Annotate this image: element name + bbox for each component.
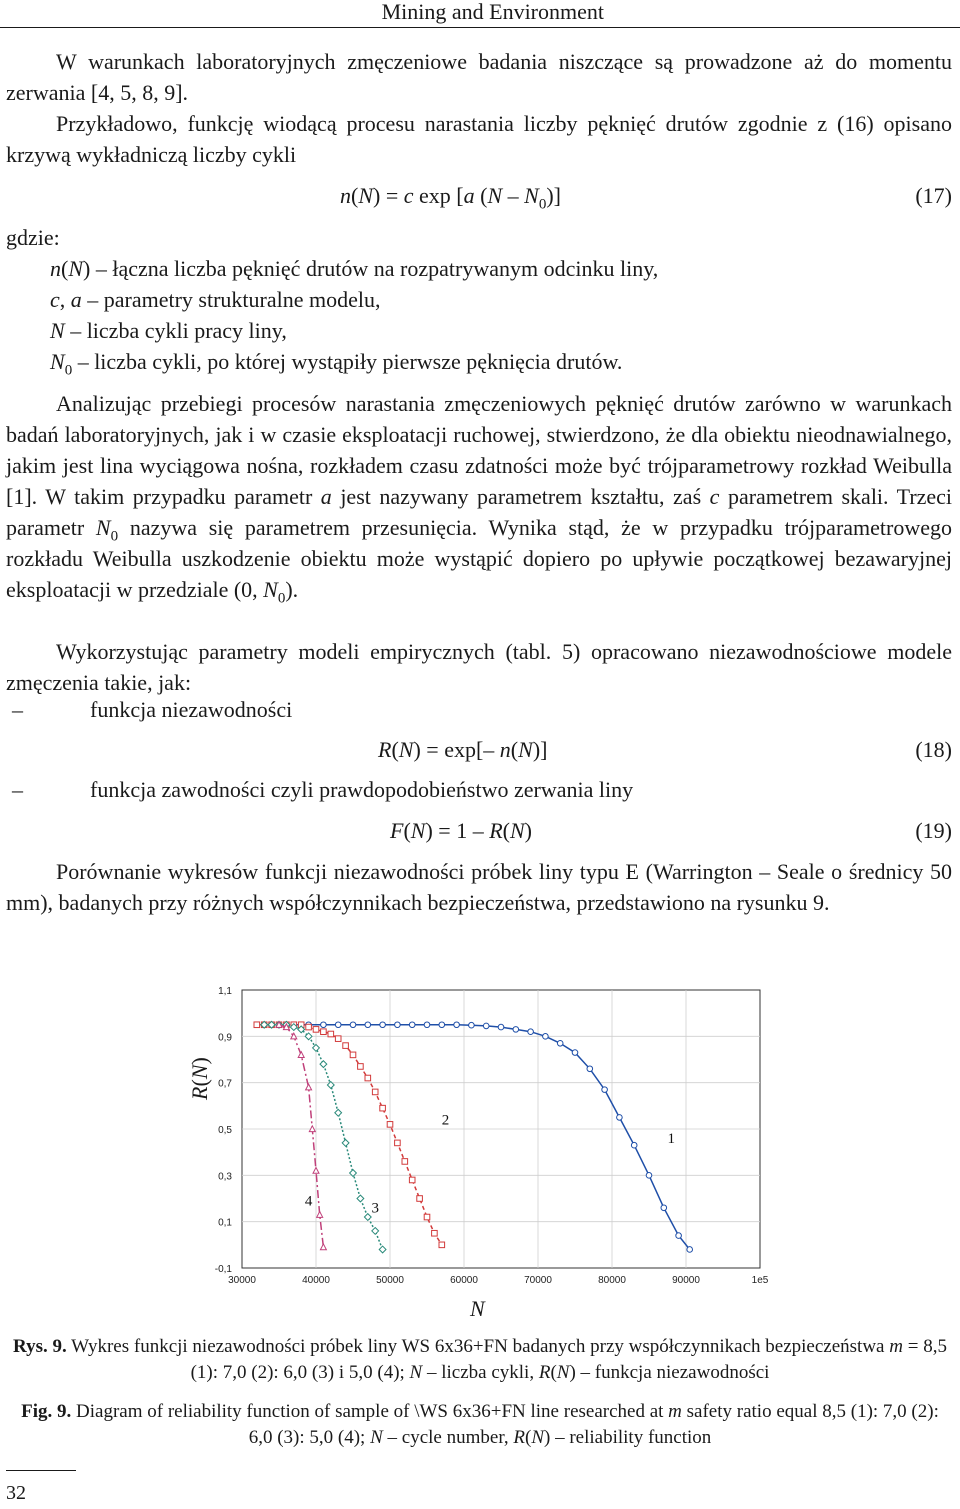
footer-rule — [6, 1470, 76, 1471]
series-1-point — [646, 1173, 652, 1179]
series-2-point — [321, 1029, 327, 1035]
paragraph-2: Przykładowo, funkcję wiodącą procesu narastania liczby pęknięć drutów zgodnie z (16) opisano krzywą wykładniczą liczby cykli — [6, 111, 952, 167]
definition-c-a: c, a – parametry strukturalne modelu, — [50, 287, 381, 312]
x-tick-label: 70000 — [524, 1275, 552, 1286]
series-1-point — [498, 1024, 504, 1030]
caption-english: Fig. 9. Diagram of reliability function of sample of \WS 6x36+FN line researched at m safety ratio equal 8,5 (1): 7,0 (2): 6,0 (3): 5,0 (4); N – cycle number, R(N) – reliability function — [21, 1401, 939, 1448]
series-2-point — [335, 1036, 341, 1042]
x-tick-label: 1e5 — [751, 1275, 769, 1286]
list-item-unreliability-text: funkcja zawodności czyli prawdopodobieństwo zerwania liny — [90, 777, 634, 802]
series-2-point — [365, 1075, 371, 1081]
series-2-point — [387, 1122, 393, 1128]
series-2-point — [328, 1031, 334, 1037]
series-2-point — [358, 1064, 364, 1070]
series-1-point — [335, 1022, 341, 1028]
series-1-point — [321, 1022, 327, 1028]
series-1-point — [395, 1022, 401, 1028]
equation-19-number: (19) — [915, 818, 952, 843]
series-1-point — [587, 1066, 593, 1072]
series-1-point — [380, 1022, 386, 1028]
definition-n-text: łączna liczba pęknięć drutów na rozpatrywanym odcinku liny, — [112, 256, 659, 281]
series-2-point — [439, 1242, 445, 1248]
series-1-point — [513, 1027, 519, 1033]
x-tick-label: 90000 — [672, 1275, 700, 1286]
y-tick-label: 0,7 — [218, 1078, 232, 1090]
series-2-point — [417, 1196, 423, 1202]
series-1-point — [409, 1022, 415, 1028]
list-dash-icon: – — [12, 697, 23, 722]
series-1-point — [469, 1022, 475, 1028]
y-tick-label: 0,5 — [218, 1125, 232, 1136]
series-1-point — [528, 1029, 534, 1035]
curve-label-1: 1 — [667, 1130, 675, 1147]
curve-label-4: 4 — [304, 1193, 313, 1210]
curve-label-2: 2 — [441, 1112, 450, 1129]
series-1-point — [687, 1247, 693, 1253]
running-header: Mining and Environment — [381, 0, 604, 24]
series-1-point — [543, 1034, 549, 1040]
series-2-point — [350, 1052, 356, 1058]
series-1-point — [661, 1205, 667, 1211]
series-2-point — [343, 1043, 349, 1049]
definition-n: n(N) – łączna liczba pęknięć drutów na rozpatrywanym odcinku liny, — [50, 256, 659, 281]
curve-label-3: 3 — [371, 1200, 379, 1217]
paragraph-3: Analizując przebiegi procesów narastania zmęczeniowych pęknięć drutów zarówno w warunkach badań laboratoryjnych, jak i w czasie eksploatacji ruchowej, stwierdzono, że dla obiektu nieodnawialnego, jakim jest lina wyciągowa nośna, rozkładem czasu zdatności może być trójparametrowy rozkład Weibulla [1]. W takim przypadku parametr a jest nazywany parametrem kształtu, zaś c parametrem skali. Trzeci parametr $N_0$ nazywa się parametrem przesunięcia. Wynika stąd, że w przypadku trójparametrowego rozkładu Weibulla uszkodzenie obiektu może wystąpić dopiero po upływie początkowej bezawaryjnej eksploatacji w przedziale (0, $N_0$). — [6, 391, 953, 607]
equation-17-formula: n(N) = c exp [a $(N - N_0)$] — [340, 183, 561, 213]
gdzie-label: gdzie: — [6, 225, 60, 250]
series-1-point — [676, 1233, 682, 1239]
definition-N0-text: liczba cykli, po której wystąpiły pierwsze pęknięcia drutów. — [94, 349, 623, 374]
definition-N0: $N_0$ – liczba cykli, po której wystąpiły pierwsze pęknięcia drutów. — [50, 349, 623, 379]
equation-19-formula: F(N) = 1 – R(N) — [390, 818, 532, 843]
equation-18-formula: R(N) = exp[– n(N)] — [378, 737, 548, 762]
paragraph-5: Porównanie wykresów funkcji niezawodności próbek liny typu E (Warrington – Seale o średnicy 50 mm), badanych przy różnych współczynnikach bezpieczeństwa, przedstawiono na rysunku 9. — [6, 859, 952, 915]
y-tick-label: -0,1 — [214, 1264, 232, 1275]
page-number: 32 — [6, 1482, 26, 1504]
reliability-chart — [190, 972, 780, 1292]
list-item-reliability-text: funkcja niezawodności — [90, 697, 293, 722]
series-2-point — [380, 1105, 386, 1111]
series-1-point — [350, 1022, 356, 1028]
series-1-point — [557, 1040, 563, 1046]
x-tick-label: 50000 — [376, 1275, 404, 1286]
series-1-point — [602, 1087, 608, 1093]
series-1-point — [483, 1023, 489, 1029]
series-1-point — [617, 1115, 623, 1121]
series-2-point — [313, 1027, 319, 1033]
equation-18 — [6, 734, 952, 765]
list-dash-icon: – — [12, 777, 23, 802]
definitions-list — [50, 253, 950, 377]
equation-19 — [6, 815, 952, 846]
series-2-point — [402, 1159, 408, 1165]
series-1-point — [631, 1142, 637, 1148]
series-2-point — [424, 1214, 430, 1220]
x-tick-label: 60000 — [450, 1275, 478, 1286]
list-item-unreliability — [6, 774, 946, 805]
y-tick-label: 0,3 — [218, 1171, 232, 1183]
caption-polish: Rys. 9. Wykres funkcji niezawodności próbek liny WS 6x36+FN badanych przy współczynnikach bezpieczeństwa m = 8,5 (1): 7,0 (2): 6,0 (3) i 5,0 (4); N – liczba cykli, R(N) – funkcja niezawodności — [13, 1336, 947, 1383]
series-2-point — [432, 1230, 438, 1236]
x-axis-label: N — [470, 1296, 485, 1321]
y-axis-label: R(N) — [187, 1057, 212, 1100]
y-tick-label: 1,1 — [218, 986, 232, 997]
series-2-point — [409, 1177, 415, 1183]
series-1-point — [424, 1022, 430, 1028]
definition-N-text: liczba cykli pracy liny, — [86, 318, 287, 343]
x-tick-label: 80000 — [598, 1275, 626, 1286]
definition-c-a-text: parametry strukturalne modelu, — [103, 287, 381, 312]
list-item-reliability — [6, 694, 946, 725]
paragraph-4: Wykorzystując parametry modeli empirycznych (tabl. 5) opracowano niezawodnościowe modele zmęczenia takie, jak: — [6, 639, 952, 695]
equation-17-number: (17) — [915, 183, 952, 208]
series-1-point — [365, 1022, 371, 1028]
paragraph-1: W warunkach laboratoryjnych zmęczeniowe badania niszczące są prowadzone aż do momentu zerwania [4, 5, 8, 9]. — [6, 49, 952, 105]
header-rule — [0, 27, 960, 28]
series-2-point — [306, 1024, 312, 1030]
series-2-point — [372, 1089, 378, 1095]
series-1-point — [572, 1050, 578, 1056]
x-tick-label: 40000 — [302, 1275, 330, 1286]
equation-18-number: (18) — [915, 737, 952, 762]
series-1-point — [454, 1022, 460, 1028]
series-1-point — [439, 1022, 445, 1028]
x-tick-label: 30000 — [228, 1275, 256, 1286]
definition-N: N – liczba cykli pracy liny, — [50, 318, 287, 343]
y-tick-label: 0,1 — [218, 1217, 232, 1229]
y-tick-label: 0,9 — [218, 1032, 232, 1044]
equation-17 — [6, 180, 952, 211]
series-2-point — [395, 1140, 401, 1146]
series-2-point — [254, 1022, 260, 1028]
